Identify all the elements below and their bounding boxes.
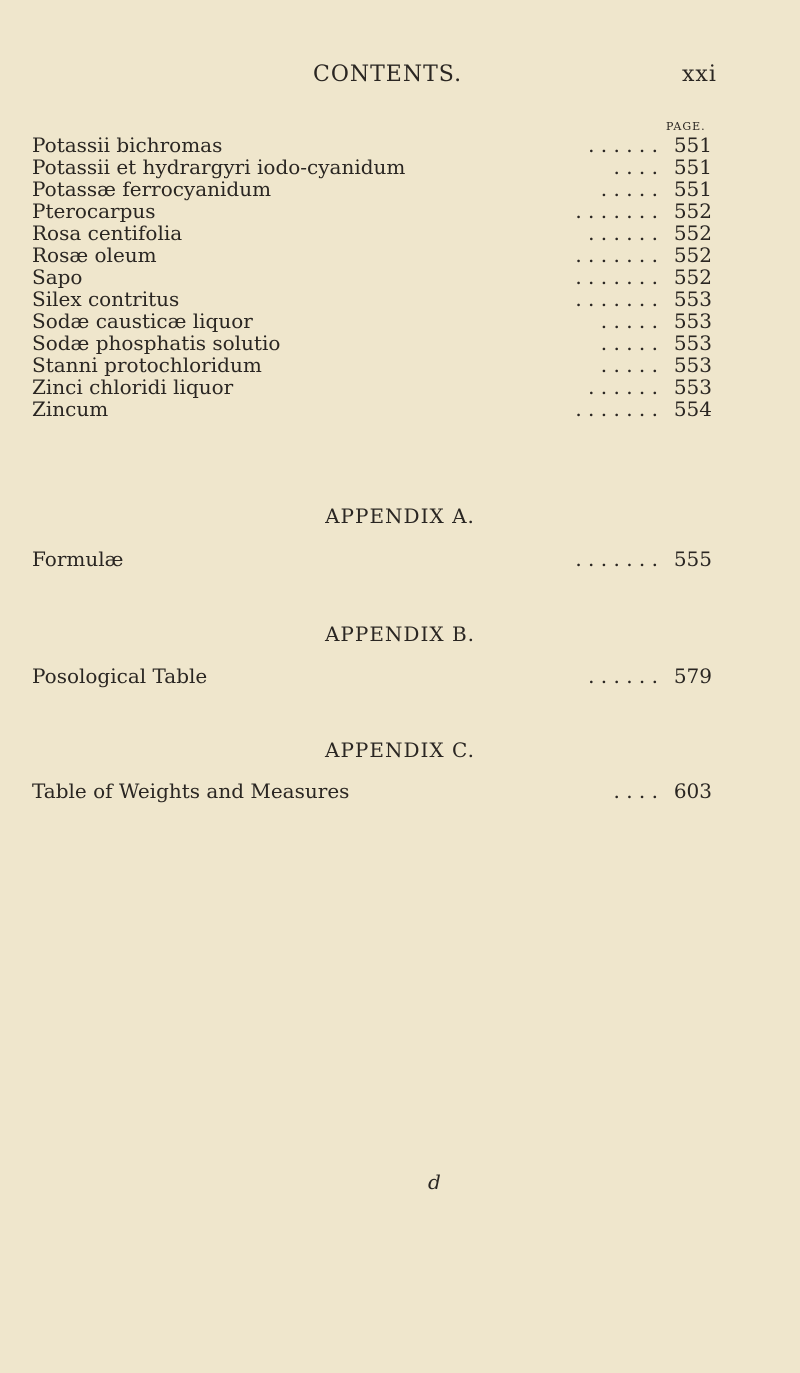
dot-leader: . . . . . . . <box>575 288 658 310</box>
toc-entry <box>32 354 712 376</box>
dot-leader: . . . . . . <box>588 222 658 244</box>
running-head <box>0 62 800 92</box>
dot-leader: . . . . . . <box>588 665 658 687</box>
dot-leader: . . . . . . . <box>575 398 658 420</box>
toc-entry <box>32 376 712 398</box>
dot-leader: . . . . . . <box>588 376 658 398</box>
toc-entry <box>32 332 712 354</box>
dot-leader: . . . . . . . <box>575 548 658 570</box>
toc-entry <box>32 222 712 244</box>
dot-leader: . . . . . . <box>588 134 658 156</box>
toc-entry <box>32 548 712 570</box>
running-head-title: CONTENTS. <box>313 62 463 87</box>
appendix-c-list <box>32 780 712 802</box>
contents-list <box>32 134 712 420</box>
dot-leader: . . . . <box>613 156 658 178</box>
appendix-b-heading: APPENDIX B. <box>324 622 476 646</box>
entry-page: 553 <box>673 353 712 377</box>
toc-entry <box>32 398 712 420</box>
toc-entry <box>32 665 712 687</box>
entry-page: 552 <box>673 221 712 245</box>
appendix-c-heading: APPENDIX C. <box>325 738 475 762</box>
entry-title: Pterocarpus <box>32 199 156 223</box>
entry-page: 551 <box>673 155 712 179</box>
toc-entry <box>32 244 712 266</box>
entry-page: 551 <box>673 133 712 157</box>
page-number: xxi <box>682 62 717 87</box>
entry-page: 552 <box>673 243 712 267</box>
entry-page: 555 <box>673 547 712 571</box>
toc-entry <box>32 134 712 156</box>
entry-title: Formulæ <box>32 547 124 571</box>
dot-leader: . . . . . <box>600 178 658 200</box>
entry-page: 552 <box>673 199 712 223</box>
signature-mark: d <box>428 1170 441 1194</box>
appendix-a-heading: APPENDIX A. <box>325 504 475 528</box>
dot-leader: . . . . . <box>600 332 658 354</box>
entry-title: Sapo <box>32 265 83 289</box>
entry-title: Zincum <box>32 397 109 421</box>
appendix-a-list <box>32 548 712 570</box>
entry-title: Table of Weights and Measures <box>32 779 350 803</box>
entry-page: 553 <box>673 287 712 311</box>
entry-title: Rosæ oleum <box>32 243 157 267</box>
toc-entry <box>32 310 712 332</box>
toc-entry <box>32 266 712 288</box>
entry-title: Potassii et hydrargyri iodo-cyanidum <box>32 155 406 179</box>
entry-page: 551 <box>673 177 712 201</box>
entry-title: Posological Table <box>32 664 208 688</box>
entry-title: Potassæ ferrocyanidum <box>32 177 272 201</box>
entry-page: 553 <box>673 309 712 333</box>
toc-entry <box>32 780 712 802</box>
entry-title: Potassii bichromas <box>32 133 223 157</box>
entry-page: 553 <box>673 375 712 399</box>
dot-leader: . . . . . . . <box>575 266 658 288</box>
appendix-b-list <box>32 665 712 687</box>
entry-page: 554 <box>673 397 712 421</box>
entry-page: 552 <box>673 265 712 289</box>
entry-page: 553 <box>673 331 712 355</box>
entry-title: Rosa centifolia <box>32 221 183 245</box>
page-column-label: PAGE. <box>666 120 706 133</box>
entry-page: 579 <box>673 664 712 688</box>
dot-leader: . . . . . . . <box>575 244 658 266</box>
entry-title: Stanni protochloridum <box>32 353 262 377</box>
entry-title: Silex contritus <box>32 287 180 311</box>
entry-title: Sodæ causticæ liquor <box>32 309 253 333</box>
dot-leader: . . . . . <box>600 354 658 376</box>
toc-entry <box>32 178 712 200</box>
entry-title: Sodæ phosphatis solutio <box>32 331 281 355</box>
entry-page: 603 <box>673 779 712 803</box>
dot-leader: . . . . . . . <box>575 200 658 222</box>
toc-entry <box>32 200 712 222</box>
toc-entry <box>32 156 712 178</box>
toc-entry <box>32 288 712 310</box>
dot-leader: . . . . . <box>600 310 658 332</box>
entry-title: Zinci chloridi liquor <box>32 375 234 399</box>
dot-leader: . . . . <box>613 780 658 802</box>
